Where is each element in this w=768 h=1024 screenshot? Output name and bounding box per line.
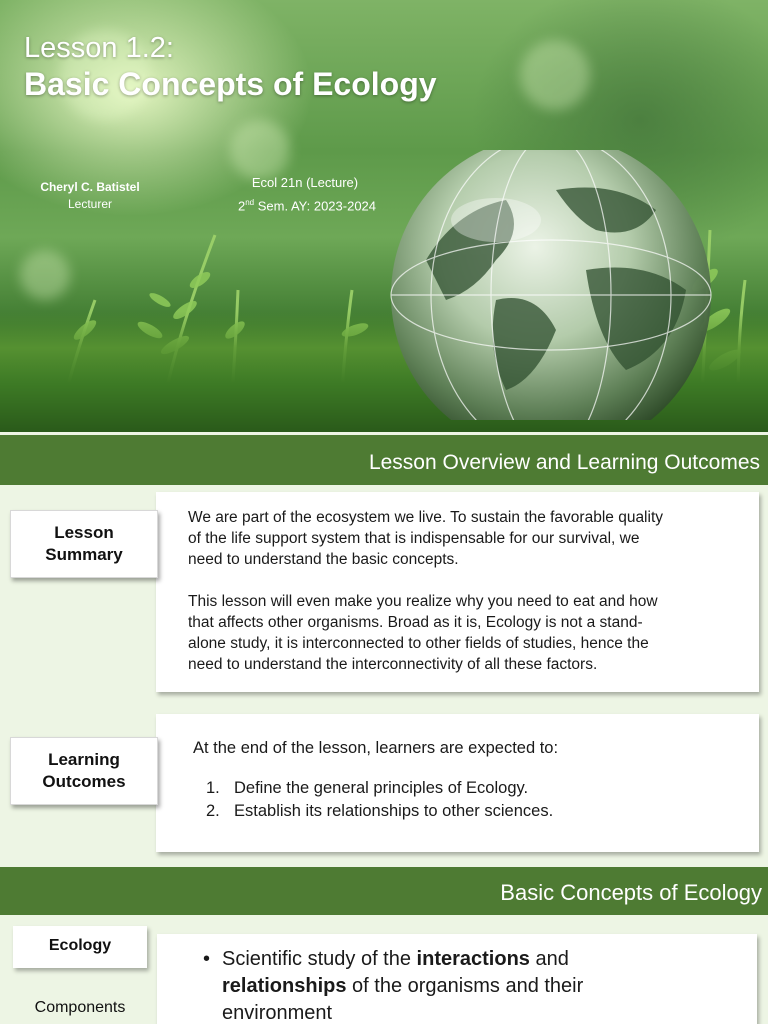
summary-line: of the life support system that is indispensable for our survival, we bbox=[188, 530, 640, 547]
outcome-number: 2. bbox=[206, 802, 220, 820]
outcomes-intro: At the end of the lesson, learners are expected to: bbox=[193, 739, 559, 757]
summary-line: need to understand the basic concepts. bbox=[188, 551, 459, 568]
summary-paragraph-1 bbox=[188, 507, 748, 570]
earth-globe-icon bbox=[386, 150, 720, 420]
title-slide bbox=[0, 0, 768, 432]
outcome-text: Define the general principles of Ecology. bbox=[234, 779, 529, 797]
def-part: and bbox=[529, 948, 569, 970]
lesson-number: Lesson 1.2: bbox=[24, 32, 174, 64]
def-part: of the organisms and their bbox=[346, 975, 584, 997]
course-code: Ecol 21n (Lecture) bbox=[251, 175, 359, 190]
summary-paragraph-2 bbox=[188, 591, 748, 675]
outcomes-label-line2: Outcomes bbox=[42, 772, 126, 791]
lesson-title: Basic Concepts of Ecology bbox=[24, 66, 437, 102]
semester-rest: Sem. AY: 2023-2024 bbox=[254, 198, 377, 214]
author-role: Lecturer bbox=[67, 197, 113, 211]
summary-line: need to understand the interconnectivity of all these factors. bbox=[188, 656, 598, 673]
concepts-banner: Basic Concepts of Ecology bbox=[0, 867, 768, 915]
ecology-definition bbox=[222, 946, 662, 1024]
outcome-item bbox=[206, 779, 528, 798]
summary-label bbox=[10, 510, 158, 578]
course-semester bbox=[222, 198, 392, 213]
summary-line: We are part of the ecosystem we live. To sustain the favorable quality bbox=[188, 509, 664, 526]
summary-line: that affects other organisms. Broad as it is, Ecology is not a stand- bbox=[188, 614, 643, 631]
outcomes-label-line1: Learning bbox=[48, 750, 120, 769]
def-bold-relationships: relationships bbox=[222, 975, 347, 997]
bullet-marker: • bbox=[203, 948, 211, 970]
summary-line: This lesson will even make you realize why you need to eat and how bbox=[188, 593, 658, 610]
tab-components: Components bbox=[13, 986, 147, 1024]
concepts-slide bbox=[0, 864, 768, 1024]
semester-ordinal: 2 bbox=[237, 198, 246, 214]
def-bold-interactions: interactions bbox=[416, 948, 530, 970]
outcome-item bbox=[206, 802, 553, 821]
overview-slide bbox=[0, 432, 768, 864]
def-part: environment bbox=[222, 1002, 333, 1024]
def-part: Scientific study of the bbox=[222, 948, 417, 970]
summary-label-line1: Lesson bbox=[54, 523, 114, 542]
outcomes-label bbox=[10, 737, 158, 805]
glass-globe-image bbox=[386, 150, 720, 420]
summary-label-line2: Summary bbox=[45, 545, 123, 564]
semester-suffix: nd bbox=[245, 198, 255, 207]
overview-banner: Lesson Overview and Learning Outcomes bbox=[0, 435, 768, 485]
outcome-number: 1. bbox=[206, 779, 220, 797]
author-name: Cheryl C. Batistel bbox=[40, 180, 140, 194]
summary-line: alone study, it is interconnected to other fields of studies, hence the bbox=[188, 635, 649, 652]
tab-ecology: Ecology bbox=[13, 926, 147, 968]
outcome-text: Establish its relationships to other sciences. bbox=[234, 802, 554, 820]
